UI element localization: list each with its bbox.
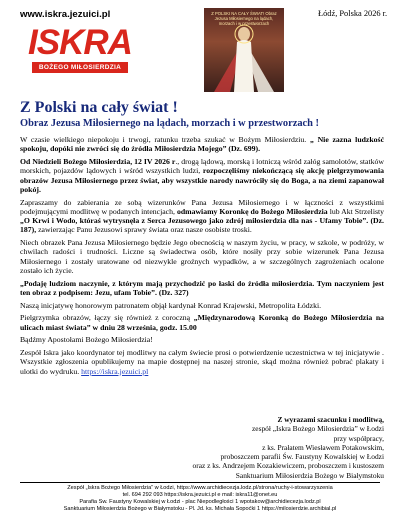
- iskra-logo: [28, 24, 132, 76]
- signature-line: oraz z ks. Andrzejem Kozakiewiczem, proboszczem i kustoszem: [192, 461, 384, 471]
- footer-line: Sanktuarium Miłosierdzia Bożego w Białymstoku - Pl. Jd. ks. Michała Sopoćki 1 https://milosierdzie.archibial.pl: [63, 505, 337, 512]
- page-subtitle: Obraz Jezusa Miłosiernego na lądach, morzach i w przestworzach !: [20, 118, 319, 129]
- place-date: Łódź, Polska 2026 r.: [318, 9, 388, 18]
- signature-line: przy współpracy,: [333, 433, 384, 443]
- footer-line: Parafia Św. Faustyny Kowalskiej w Łodzi - plac Niepodległości 1 wpotakow@archidiecezja.lodz.pl: [79, 498, 321, 505]
- paragraph-testimonies: Niech obrazek Pana Jezusa Miłosiernego będzie Jego obecnością w naszym życiu, w pracy, w szkole, w podróży, w chwilach radości i trudności. Liczne są świadectwa osób, które nosiły przy sobie wizerunek Pana Jezusa Miłosiernego i zostały uratowane od niezwykle groźnych wypadków, a w szczególnych zagrożeniach ocalone zostało ich życie.: [20, 238, 384, 276]
- paragraph-coordinator: Zespół Iskra jako koordynator tej modlitwy na całym świecie prosi o potwierdzenie uczestnictwa w tej inicjatywie . Wszystkie zgłoszenia opublikujemy na mapie dostępnej na naszej stronie, skąd można również pobrać plakaty i ulotki do wydruku. https://iskra.jezuici.pl: [20, 348, 384, 376]
- paragraph-apostles: Bądźmy Apostołami Bożego Miłosierdzia!: [20, 335, 153, 345]
- letter-body: [20, 135, 384, 379]
- signature-line: z ks. Prałatem Wiesławem Potakowskim,: [262, 442, 384, 452]
- site-url[interactable]: www.iskra.jezuici.pl: [20, 9, 111, 20]
- paragraph-campaign-start: Od Niedzieli Bożego Miłosierdzia, 12 IV 2026 r., drogą lądową, morską i lotniczą wśród załóg samolotów, statków morskich, pojazdów lądowych i wśród wszystkich ludzi, rozpoczęliśmy niekończącą się akcję pielgrzymowania obrazów Jezusa Miłosiernego przez świat, aby wszystkie narody nawróciły się do Boga, a na ziemi zapanował pokój.: [20, 156, 384, 194]
- page-title: Z Polski na cały świat !: [20, 99, 178, 116]
- poster-title: Z POLSKI NA CAŁY ŚWIAT! Obraz Jezusa Miłosiernego na lądach, morzach i w przestworzach: [211, 11, 277, 26]
- paragraph-chaplet: Pielgrzymka obrazów, łączy się również z coroczną „Międzynarodową Koronką do Bożego Miłosierdzia na ulicach miast świata” w dniu 28 września, godz. 15.00: [20, 313, 385, 332]
- paragraph-invitation: Zapraszamy do zabierania ze sobą wizerunków Pana Jezusa Miłosiernego i w łączności z wszystkimi podejmującymi modlitwę w podanych intencjach, odmawiamy Koronkę do Bożego Miłosierdzia lub Akt Strzelisty „O Krwi i Wodo, któraś wytrysnęła z Serca Jezusowego jako zdrój miłosierdzia dla nas - Ufamy Tobie”. (Dz. 187), zawierzając Panu Jezusowi sprawy świata oraz nasze osobiste troski.: [20, 197, 385, 235]
- paragraph-quote: „Podaję ludziom naczynie, z którym mają przychodzić po łaski do źródła miłosierdzia. Tym naczyniem jest ten obraz z podpisem: Jezu, ufam Tobie”. (Dz. 327): [20, 278, 384, 298]
- signature-line: zespół „Iskra Bożego Miłosierdzia” w Łodzi: [252, 424, 384, 434]
- logo-word: ISKRA: [28, 23, 132, 62]
- logo-subtitle: BOŻEGO MIŁOSIERDZIA: [32, 62, 128, 73]
- footer-line: Zespół „Iskra Bożego Miłosierdzia” w Łodzi, https://www.archidiecezja.lodz.pl/strona/ruchy-i-stowarzyszenia: [67, 485, 333, 491]
- signature-block: [170, 415, 384, 480]
- paragraph-patronage: Naszą inicjatywę honorowym patronatem objął kardynał Konrad Krajewski, Metropolita Łódzki.: [20, 300, 322, 310]
- signature-line: proboszczem parafii Św. Faustyny Kowalskiej w Łodzi: [220, 452, 384, 462]
- footer-line: tel. 694 292 093 https://iskra.jezuici.pl e mail: iskra11@onet.eu: [122, 491, 278, 498]
- footer: [20, 482, 380, 513]
- signature-line: Z wyrazami szacunku i modlitwą,: [277, 415, 384, 424]
- website-link[interactable]: https://iskra.jezuici.pl: [81, 366, 149, 376]
- divine-mercy-figure-icon: [204, 22, 284, 92]
- poster-image: [204, 8, 284, 92]
- signature-line: Sanktuarium Miłosierdzia Bożego w Białymstoku: [235, 470, 384, 480]
- paragraph-intro: W czasie wielkiego niepokoju i trwogi, ratunku trzeba szukać w Bożym Miłosierdziu. „ Nie zazna ludzkość spokoju, dopóki nie zwróci się do źródła Miłosierdzia Mojego” (Dz. 699).: [20, 135, 385, 154]
